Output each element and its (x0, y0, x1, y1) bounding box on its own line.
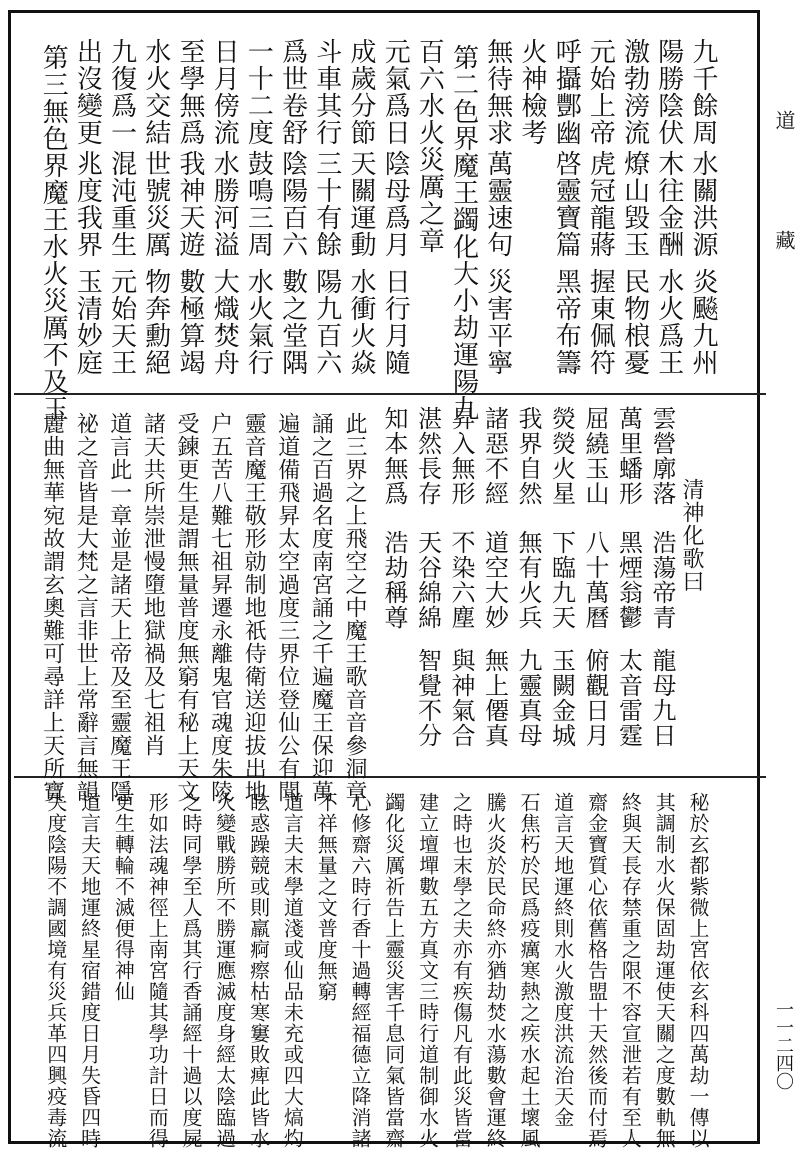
prose-column: 誦之百過名度南宮誦之千遍魔王保迎萬 (308, 412, 334, 803)
verse-line: 熒熒火星 (547, 406, 576, 506)
verse-column: 第三無色界魔王水火災厲不及玉 (38, 44, 69, 422)
prose-column: 受鍊更生是謂無量普度無窮有秘上天文 (174, 412, 199, 803)
verse-column: 元始上帝 (585, 38, 616, 146)
verse-column: 第二色界魔王蠲化大小劫運陽九 (448, 44, 479, 422)
verse-column-mid: 兆度我界 (72, 150, 103, 258)
verse-line: 智覺不分 (413, 648, 442, 748)
verse-column-low: 水衝火焱 (346, 268, 376, 376)
verse-column-low: 元始天王 (106, 268, 137, 376)
prose-column: 道言此一章並是諸天上帝及至靈魔王隱 (106, 412, 132, 803)
verse-line: 俯觀日月 (581, 648, 609, 748)
verse-column-low: 玉清妙庭 (72, 268, 103, 376)
prose-column: 騰火炎於民命終亦猶劫焚水蕩數會運終 (483, 792, 508, 1149)
verse-line: 下臨九天 (547, 530, 576, 630)
verse-column-mid: 燎山毀玉 (619, 150, 650, 258)
verse-column-low: 數之堂隅 (277, 268, 308, 376)
verse-column: 成歲分節 (346, 38, 376, 146)
verse-column: 火神檢考 (517, 38, 547, 146)
verse-column-low: 災害平寧 (482, 268, 513, 376)
verse-line: 玉闕金城 (547, 648, 576, 748)
verse-column: 激勃滂流 (619, 38, 650, 146)
verse-line: 諸惡不經 (480, 406, 509, 506)
prose-column: 石焦朽於民爲疫癘寒熱之疾水起土壞風 (517, 792, 541, 1149)
verse-column-mid: 虎冠龍蔣 (585, 150, 616, 258)
verse-column-mid: 水勝河溢 (209, 150, 240, 258)
verse-column: 元氣爲日 (380, 38, 411, 146)
verse-column-mid: 陰陽百六 (277, 150, 308, 258)
prose-column: 此三界之上飛空之中魔王歌音音參洞章 (342, 412, 367, 803)
prose-column: 道言天地運終則水火激度洪流治天金 (550, 792, 575, 1128)
verse-column: 水火交結 (140, 38, 171, 146)
verse-column-low: 物奔勳絕 (140, 268, 171, 376)
prose-column: 心修齋六時行香十過轉經福德立降消諸 (348, 792, 372, 1149)
verse-column: 至學無爲 (175, 38, 205, 146)
verse-line: 我界自然 (514, 406, 542, 506)
prose-column: 形如法魂神徑上南宮隨其學功計日而得 (145, 792, 170, 1149)
prose-column: 蠲化災厲祈告上靈災害千息同氣皆當齋 (381, 792, 406, 1149)
prose-column: 户五苦八難七祖昇遷永離鬼官魂度朱陵 (207, 412, 233, 803)
verse-column: 斗車其行 (311, 38, 342, 146)
section-divider-top (14, 393, 766, 395)
prose-column: 齋金寶質心依舊格告盟十天然後而付焉 (584, 792, 609, 1149)
verse-line: 湛然長存 (413, 406, 442, 506)
verse-column: 出沒變更 (72, 38, 103, 146)
verse-line: 知本無爲 (380, 406, 408, 506)
verse-column-mid: 三十有餘 (311, 150, 342, 258)
verse-line: 九靈真母 (514, 648, 542, 748)
verse-line: 萬里蟠形 (614, 406, 643, 506)
verse-line: 昇入無形 (447, 406, 475, 506)
verse-column: 百六水火災厲之章 (414, 38, 445, 254)
verse-column-mid: 水關洪源 (688, 150, 718, 258)
prose-column: 眩惑躁競或則羸痾瘵枯寒窶敗痺此皆水 (246, 792, 271, 1149)
verse-column-low: 黑帝布籌 (551, 268, 582, 376)
verse-column: 陽勝陰伏 (653, 38, 684, 146)
prose-column: 之時也末學之夫亦有疾傷凡有此災皆當 (449, 792, 474, 1149)
verse-column-low: 陽九百六 (311, 268, 342, 376)
verse-column-low: 水火氣行 (243, 268, 274, 376)
prose-column: 不祥無量之文普度無窮 (314, 792, 339, 1002)
verse-column: 一十二度 (243, 38, 274, 146)
verse-column-low: 民物桹憂 (619, 268, 650, 376)
verse-line: 無有火兵 (514, 530, 542, 630)
verse-line: 龍母九日 (648, 648, 676, 748)
verse-line: 浩蕩帝青 (648, 530, 676, 630)
verse-column: 九千餘周 (688, 38, 718, 146)
verse-line: 八十萬曆 (581, 530, 609, 630)
prose-column: 諸天共所崇泄慢墮地獄禍及七祖肖 (140, 412, 166, 757)
verse-column-low: 炎飈九州 (688, 268, 718, 376)
margin-title: 道 藏 (772, 110, 796, 290)
verse-column-mid: 世號災厲 (140, 150, 171, 258)
verse-column-mid: 陰母爲月 (380, 150, 411, 258)
prose-column: 祕之音皆是大梵之言非世上常辭言無韻 (73, 412, 99, 803)
verse-column: 日月傍流 (209, 38, 240, 146)
verse-column: 爲世卷舒 (277, 38, 308, 146)
verse-line: 天谷綿綿 (413, 530, 442, 630)
verse-title: 清神化歌曰 (679, 478, 704, 593)
prose-column: 其調制水火保固劫運使天關之度數軌無 (652, 792, 677, 1149)
margin-page-number: 一一二四〇 (773, 1000, 794, 1090)
verse-column-mid: 混沌重生 (106, 150, 137, 258)
prose-column: 失度陰陽不調國境有災兵革四興疫毒流 (43, 792, 68, 1149)
prose-column: 之時同學至人爲其行香誦經十過以度屍 (179, 792, 203, 1149)
prose-column: 更生轉輪不滅便得神仙 (111, 792, 136, 1002)
verse-line: 屈繞玉山 (581, 406, 609, 506)
verse-line: 與神氣合 (447, 648, 475, 748)
verse-line: 黑煙翁鬱 (614, 530, 643, 630)
verse-line: 雲營廓落 (648, 406, 676, 506)
verse-column-mid: 我神天遊 (175, 150, 205, 258)
verse-column: 無待無求 (482, 38, 513, 146)
verse-column-low: 日行月隨 (380, 268, 411, 376)
prose-column: 火變戰勝所不勝運應滅度身經太陰臨過 (212, 792, 237, 1149)
prose-column: 秘於玄都紫微上宮依玄科四萬劫一傳以 (686, 792, 710, 1149)
verse-column-low: 數極算竭 (175, 268, 205, 376)
verse-column-low: 水火爲王 (653, 268, 684, 376)
prose-column: 靈音魔王敬形勍制地祇侍衛送迎拔出地 (241, 412, 267, 803)
verse-column-mid: 鼓鳴三周 (243, 150, 274, 258)
verse-column-low: 大熾焚舟 (209, 268, 240, 376)
prose-column: 建立壇墠數五方真文三時行道制御水火 (415, 792, 440, 1149)
verse-column: 呼攝酆幽 (551, 38, 582, 146)
prose-column: 遍道備飛昇太空過度三界位登仙公有聞 (274, 412, 300, 803)
verse-line: 浩劫稱尊 (380, 530, 408, 630)
prose-column: 終與天長存禁重之限不容宣泄若有至人 (618, 792, 643, 1149)
verse-column-mid: 木往金酬 (653, 150, 684, 258)
verse-line: 道空大妙 (480, 530, 509, 630)
prose-column: 道言夫末學道淺或仙品未充或四大熇灼 (280, 792, 305, 1149)
verse-line: 太音雷霆 (614, 648, 643, 748)
verse-column-mid: 啓靈寶篇 (551, 150, 582, 258)
verse-column-mid: 萬靈速句 (482, 150, 513, 258)
prose-column: 麗曲無華宛故謂玄奧難可尋詳上天所寶 (39, 412, 65, 803)
verse-column: 九復爲一 (106, 38, 137, 146)
verse-line: 無上僊真 (480, 648, 509, 748)
verse-column-low: 握東佩符 (585, 268, 616, 376)
verse-line: 不染六塵 (447, 530, 475, 630)
verse-column-mid: 天關運動 (346, 150, 376, 258)
prose-column: 道言夫天地運終星宿錯度日月失昏四時 (77, 792, 102, 1149)
